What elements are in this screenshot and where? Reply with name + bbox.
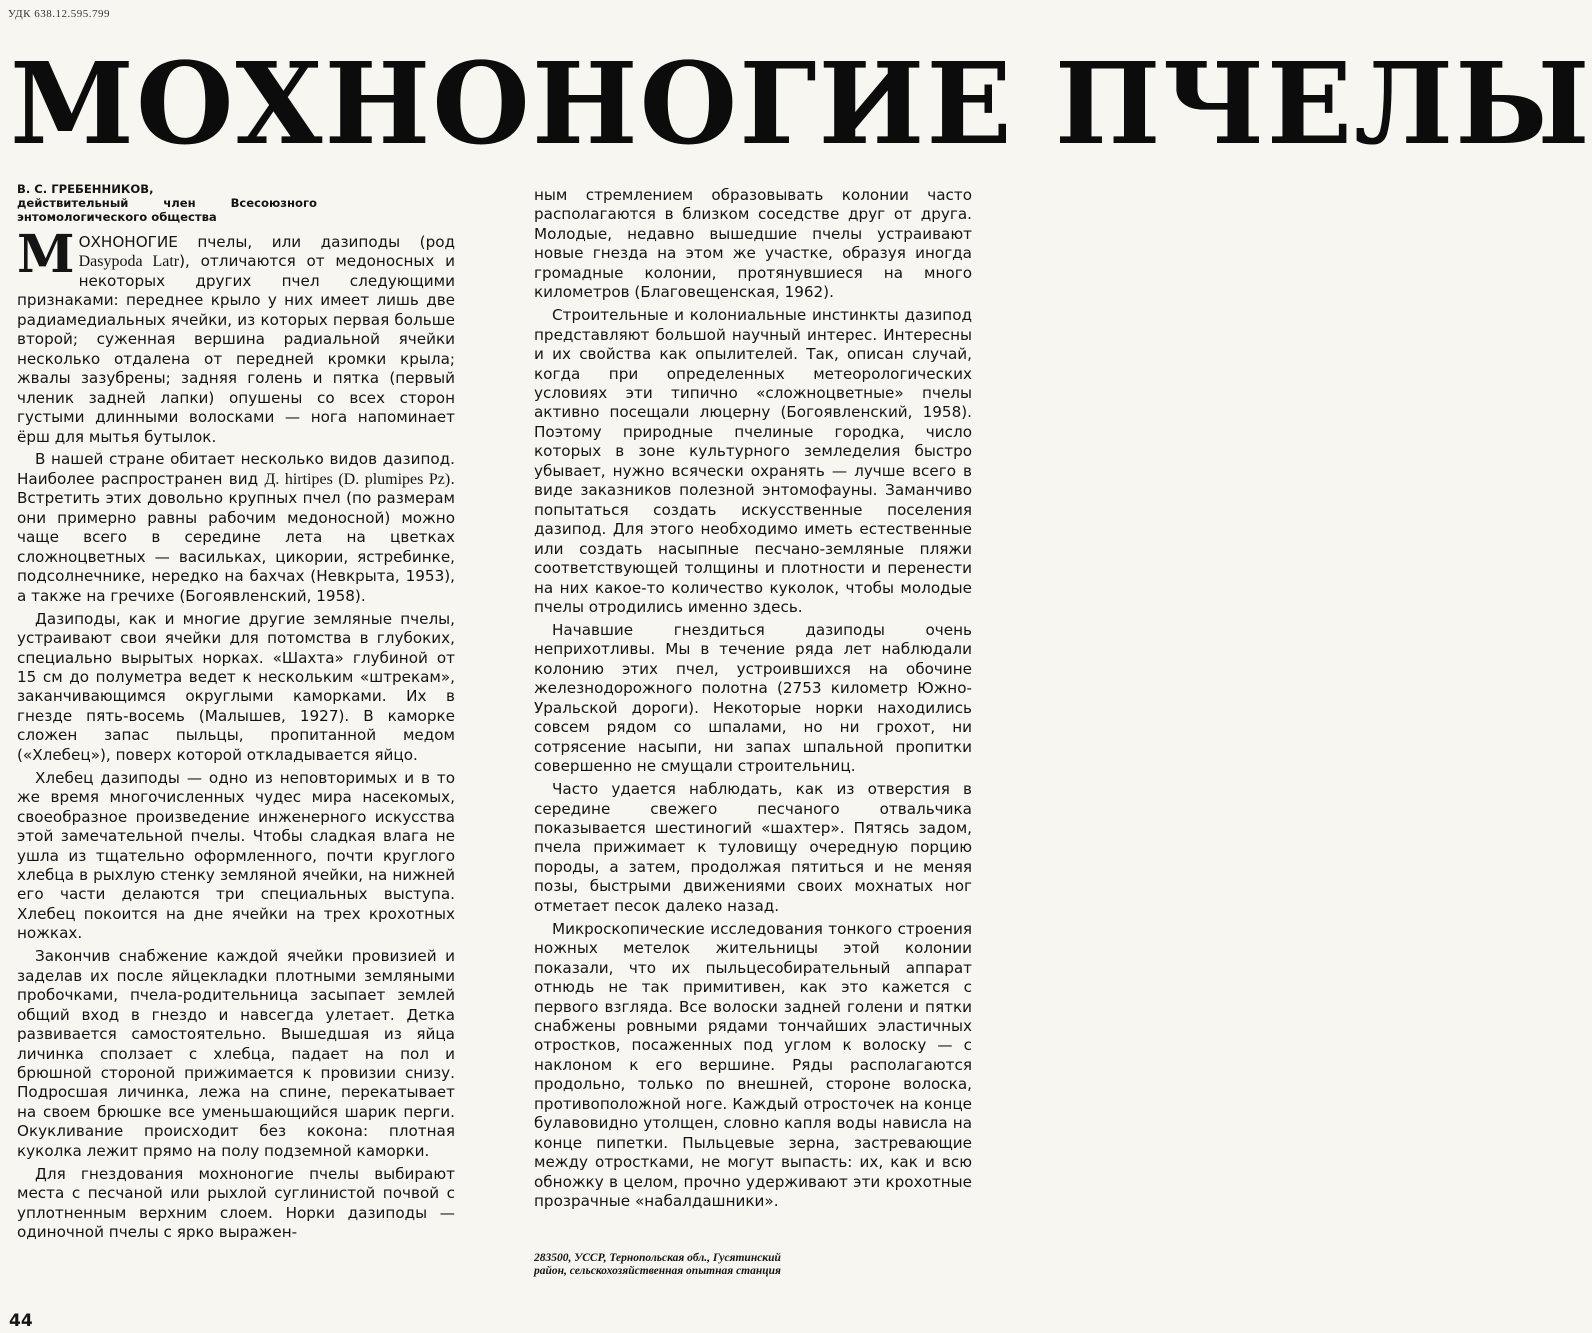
paragraph: Для гнездования мохноногие пчелы выбирают места с песчаной или рыхлой суглинистой почвой с уплотненным верхним слоем. Норки дазиподы — одиночной пчелы с ярко выражен- <box>17 1164 455 1242</box>
paragraph: Микроскопические исследования тонкого строения ножных метелок жительницы этой колонии показали, что их пыльцесобирательный аппарат отнюдь не так примитивен, как это кажется с первого взгляда. Все волоски задней голени и пятки снабжены ровными рядами тончайших эластичных отростков, посаженных под углом к волоску — с наклоном к его вершине. Ряды располагаются продольно, только по внешней, стороне волоска, противоположной ноге. Каждый отросточек на конце булавовидно утолщен, словно капля воды нависла на конце пипетки. Пыльцевые зерна, застревающие между отростками, не могут выпасть: их, как и всю обножку в целом, прочно удерживают эти крохотные прозрачные «набалдашники». <box>534 919 972 1211</box>
byline <box>17 182 455 224</box>
author-address: 283500, УССР, Тернопольская обл., Гусятинский район, сельскохозяйственная опытная станция <box>534 1252 781 1277</box>
author-name: В. С. ГРЕБЕННИКОВ, <box>17 182 154 196</box>
paragraph: Хлебец дазиподы — одно из неповторимых и в то же время многочисленных чудес мира насекомых, своеобразное произведение инженерного искусства этой замечательной пчелы. Чтобы сладкая влага не ушла из тщательно оформленного, почти круглого хлебца в рыхлую стенку земляной ячейки, на нижней его части делаются три специальных выступа. Хлебец покоится на дне ячейки на трех крохотных ножках. <box>17 768 455 943</box>
paragraph: Закончив снабжение каждой ячейки провизией и заделав их после яйцекладки плотными земляными пробочками, пчела-родительница засыпает землей общий вход в гнездо и навсегда улетает. Детка развивается самостоятельно. Вышедшая из яйца личинка сползает с хлебца, падает на пол и брюшной стороной прижимается к провизии снизу. Подросшая личинка, лежа на спине, перекатывает на своем брюшке все уменьшающийся шарик перги. Окукливание происходит без кокона: плотная куколка лежит прямо на полу подземной каморки. <box>17 947 455 1160</box>
lead-paragraph: МОХНОНОГИЕ пчелы, или дазиподы (род Dasypoda Latr), отличаются от медоносных и некоторых других пчел следующими признаками: переднее крыло у них имеет лишь две радиамедиальных ячейки, из которых первая больше второй; суженная вершина радиальной ячейки несколько отдалена от передней кромки крыла; жвалы зазубрены; задняя голень и пятка (первый членик задней лапки) опушены со всех сторон густыми длинными волосками — нога напоминает ёрш для мытья бутылок. <box>17 224 455 446</box>
paragraph: В нашей стране обитает несколько видов дазипод. Наиболее распространен вид Д. hirtipes (D. plumipes Pz). Встретить этих довольно крупных пчел (по размерам они примерно равны рабочим медоносной) можно чаще всего в середине лета на цветках сложноцветных — васильках, цикории, ястребинке, подсолнечнике, нередко на бахчах (Невкрыта, 1953), а также на гречихе (Богоявленский, 1958). <box>17 450 456 605</box>
drop-cap: М <box>17 224 75 285</box>
lead-caps: ОХНОНОГИЕ <box>78 233 178 251</box>
left-column <box>17 182 455 1297</box>
genus-name: Dasypoda Latr <box>78 253 180 271</box>
paragraph: Дазиподы, как и многие другие земляные пчелы, устраивают свои ячейки для потомства в глубоких, специально вырытых норках. «Шахта» глубиной от 15 см до полуметра ведет к нескольким «штрекам», заканчивающимся округлыми каморками. Их в гнезде пять-восемь (Малышев, 1927). В каморке сложен запас пыльцы, пропитанной медом («Хлебец»), поверх которой откладывается яйцо. <box>17 609 455 764</box>
article-title: МОХНОНОГИЕ ПЧЕЛЫ <box>10 39 1592 170</box>
paragraph: ным стремлением образовывать колонии часто располагаются в близком соседстве друг от друга. Молодые, недавно вышедшие пчелы устраивают новые гнезда на этом же участке, образуя иногда громадные колонии, протянувшиеся на много километров (Благовещенская, 1962). <box>534 186 972 302</box>
page-number: 44 <box>9 1311 33 1331</box>
author-affiliation: действительный член Всесоюзного энтомологического общества <box>17 196 317 224</box>
paragraph: Часто удается наблюдать, как из отверстия в середине свежего песчаного отвальчика показывается шестиногий «шахтер». Пятясь задом, пчела прижимает к туловищу очередную порцию породы, а затем, продолжая пятиться и не меняя позы, быстрыми движениями своих мохнатых ног отметает песок далеко назад. <box>534 780 972 915</box>
species-name: Д. hirtipes (D. plumipes Pz) <box>264 470 451 488</box>
udc-code: УДК 638.12.595.799 <box>8 8 111 20</box>
right-column <box>534 186 972 1246</box>
paragraph: Строительные и колониальные инстинкты дазипод представляют большой научный интерес. Интересны и их свойства как опылителей. Так, описан случай, когда при определенных метеорологических условиях эти типично «сложноцветные» пчелы активно посещали люцерну (Богоявленский, 1958). Поэтому природные пчелиные городка, число которых в зоне культурного земледелия быстро убывает, нужно всячески охранять — лучше всего в виде заказников полезной энтомофауны. Заманчиво попытаться создать искусственные поселения дазипод. Для этого необходимо иметь естественные или создать насыпные песчано-земляные пляжи соответствующей толщины и плотности и перенести на них какое-то количество куколок, чтобы молодые пчелы отродились именно здесь. <box>534 306 972 617</box>
paragraph: Начавшие гнездиться дазиподы очень неприхотливы. Мы в течение ряда лет наблюдали колонию этих пчел, устроившихся на обочине железнодорожного полотна (2753 километр Южно-Уральской дороги). Некоторые норки находились совсем рядом со шпалами, но ни грохот, ни сотрясение насыпи, ни запах шпальной пропитки совершенно не смущали строительниц. <box>534 620 972 776</box>
